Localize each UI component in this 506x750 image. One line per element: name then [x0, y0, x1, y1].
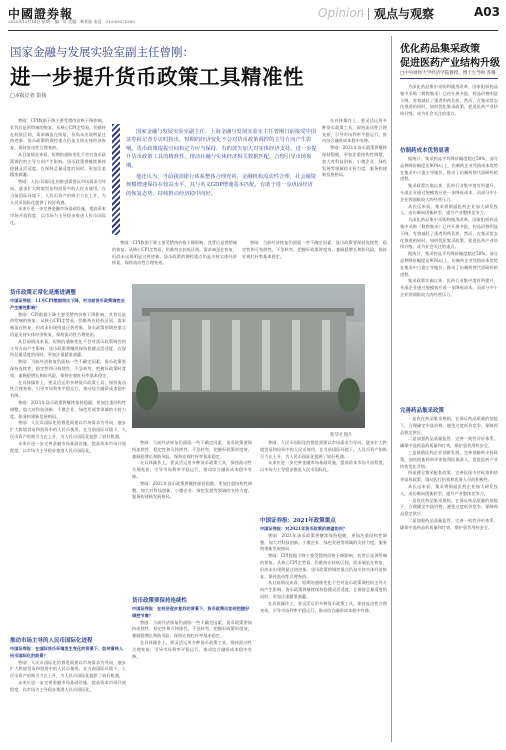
side-heading: 完善药品集采政策: [400, 408, 445, 414]
column-body: [10, 312, 126, 630]
paragraph: 为深化药品集中采购和使用改革，国家组织药品集中采购（简称集采）已经开展多批，药品价格明显下降，有效减轻了患者用药负担。然而，在集采常态化推进的同时，如何优化集采政策，促进医药产业结构升级，成为社会关注的重点。: [400, 217, 498, 250]
issue-meta: 2020年12月14日 星期一 编：叶 美编：韩景丽 电话：010-63070309: [8, 19, 135, 24]
side-title-line-1: 优化药品集采政策: [400, 44, 480, 55]
lead-box: [112, 124, 317, 235]
paragraph: 曾刚：2021年货币政策将继续保持稳健，更加注重结构性调整，加大对科技创新、小微企业、绿色发展等领域的支持力度，服务构建新发展格局。: [10, 399, 126, 419]
paragraph: 曾刚：CPI数据下降主要受猪肉价格下降影响，其背后是供给端的恢复。从核心CPI走势看，仍维持在较低区间，需求端虽在恢复，但尚未出现明显过热迹象。货币政策的调控重点仍是支持实体经济恢复，保持流动性合理充裕。: [10, 311, 126, 337]
side-heading: 仿制药成本优势显著: [400, 148, 450, 154]
lead-paragraph: 国家金融与发展实验室副主任、上海金融与发展实验室主任曾刚日前接受中国证券报记者专访时指出，短期的经济变化不会对货币政策调控的主导方向产生影响。货币政策提振空间和定力应当保持，有的放矢加大对实体经济支持，进一步提升货币政策工具的精准性，推动社融与实体经济相关数据匹配，合理引导市场预期。: [126, 129, 317, 169]
section-heading: 推动市场主导的人民币国际化进程: [10, 638, 93, 644]
paragraph: 在具体操作上，要灵活运用多种货币政策工具，保持流动性合理充裕，引导市场利率平稳运行，推动综合融资成本稳中有降。: [260, 600, 387, 613]
photo-column: [172, 320, 180, 390]
section-title: 观点与观察: [374, 7, 435, 21]
paragraph: 曾刚：2021年货币政策将继续保持稳健，更加注重结构性调整，加大对科技创新、小微企业、绿色发展等领域的支持力度，服务构建新发展格局。: [322, 145, 387, 178]
column-2-top: [112, 240, 237, 282]
paragraph: 为深化药品集中采购和使用改革，国家组织药品集中采购（简称集采）已经开展多批，药品价格明显下降，有效减轻了患者用药负担。然而，在集采常态化推进的同时，如何优化集采政策，促进医药产业结构升级，成为社会关注的重点。: [400, 84, 498, 117]
paragraph: 曾刚：2021年货币政策将继续保持稳健，更加注重结构性调整，加大对科技创新、小微企业、绿色发展等领域的支持力度，服务构建新发展格局。: [260, 532, 387, 552]
column-body: [132, 440, 252, 590]
paragraph: 曾刚：CPI数据下降主要受猪肉价格下降影响，其背后是供给端的恢复。从核心CPI走势看，仍维持在较低区间，需求端虽在恢复，但尚未出现明显过热迹象。货币政策的调控重点仍是支持实体经济恢复，保持流动性合理充裕。: [10, 118, 106, 151]
paragraph: 从长远来看，集采将倒逼医药企业加大研发投入，由仿制向创新转型，提升产业整体竞争力。: [400, 483, 498, 496]
paragraph: 未来应进一步完善金融市场基础设施，提高资本市场开放程度，以市场为主导稳步推进人民币国际化。: [10, 206, 106, 225]
photo-column: [202, 320, 210, 390]
paragraph: 四是健全集采配套政策，完善医保支付标准和结余留用政策，调动医疗机构和医务人员的积极性。: [400, 470, 498, 483]
column-body: [112, 240, 237, 282]
side-title-rule: [400, 78, 498, 79]
masthead-rule: [8, 30, 498, 31]
column-2-end: [132, 606, 252, 742]
paragraph: 曾刚：当前经济恢复仍面临一些不确定因素，货币政策要保持连续性、稳定性和可持续性，不急转弯，把握好政策时度效，兼顾稳增长和防风险，保持宏观杠杆率基本稳定。: [242, 240, 387, 259]
column-3-top: [242, 240, 387, 282]
masthead-separator: [368, 8, 369, 20]
column-body: [260, 533, 387, 735]
photo-caption: 新华社图片: [330, 433, 353, 438]
opinion-label: Opinion: [318, 6, 365, 20]
paragraph: 曾刚：CPI数据下降主要受猪肉价格下降影响，其背后是供给端的恢复。从核心CPI走势看，仍维持在较低区间，需求端虽在恢复，但尚未出现明显过热迹象。货币政策的调控重点仍是支持实体经济恢复，保持流动性合理充裕。: [112, 240, 237, 266]
paragraph: 曾刚：2021年货币政策将继续保持稳健，更加注重结构性调整，加大对科技创新、小微企业、绿色发展等领域的支持力度，服务构建新发展格局。: [132, 480, 252, 500]
photo-column: [292, 320, 300, 390]
paragraph: 未来应进一步完善金融市场基础设施，提高资本市场开放程度，以市场为主导稳步推进人民币国际化。: [260, 460, 387, 473]
column-2-bottom: [132, 440, 252, 590]
column-body: [132, 620, 252, 742]
paragraph: 未来应进一步完善金融市场基础设施，提高资本市场开放程度，以市场为主导稳步推进人民币国际化。: [10, 440, 126, 453]
interview-question: 中国证券报：11月CPI数据同比下降，对当前货币政策调控会产生哪些影响？: [10, 298, 125, 310]
column-1-bottom: [10, 298, 126, 628]
paragraph: 三是鼓励医药企业创新发展，完善创新药支持政策，加快创新药审评审批和医保准入，促进医药产业结构优化升级。: [400, 449, 498, 469]
section-heading: 货币政策要保持连续性: [132, 598, 188, 604]
photo-ground: [132, 392, 365, 428]
section-heading: 货币政策正常化是渐进调整: [10, 290, 77, 296]
lead-stripe: [112, 124, 120, 235]
paragraph: 曾刚：当前经济恢复仍面临一些不确定因素，货币政策要保持连续性、稳定性和可持续性，不急转弯，把握好政策时度效，兼顾稳增长和防风险，保持宏观杠杆率基本稳定。: [10, 359, 126, 378]
paragraph: 集采政策实施以来，医药行业集中度有所提升，头部企业通过规模效应进一步降低成本，而部分中小企业则面临较大的经营压力。: [400, 183, 498, 202]
column-body: [10, 118, 106, 283]
side-section-2: [400, 416, 498, 742]
photo-tree: [136, 376, 158, 410]
photo-column: [262, 320, 270, 390]
side-author: □中央财经大学经济学院教授、博士生导师 苏珊: [400, 71, 496, 76]
paragraph: 从目前情况来看，短期的通胀变化不会对货币政策调控的主导方向产生影响。货币政策将继续保持稳健灵活适度，在保持总量适度的同时，更加注重精准滴灌。: [10, 151, 106, 178]
paragraph: 集采政策实施以来，医药行业集中度有所提升，头部企业通过规模效应进一步降低成本，而部分中小企业则面临较大的经营压力。: [400, 278, 498, 297]
interview-question: 中国证券报：对2021年货币政策的展望如何？: [260, 526, 348, 531]
paragraph: 未来应进一步完善金融市场基础设施，提高资本市场开放程度，以市场为主导稳步推进人民币国际化。: [10, 679, 126, 692]
paragraph: 曾刚：人民币国际化的推进需要以市场需求为导向，逐步扩大跨境贸易和投资中的人民币使用。在当前国际环境下，人民币资产的吸引力在上升，为人民币国际化提供了较好机遇。: [10, 659, 126, 679]
paragraph: 曾刚：CPI数据下降主要受猪肉价格下降影响，其背后是供给端的恢复。从核心CPI走势看，仍维持在较低区间，需求端虽在恢复，但尚未出现明显过热迹象。货币政策的调控重点仍是支持实体经济恢复，保持流动性合理充裕。: [260, 553, 387, 579]
paragraph: 一是优化药品集采规则，在保证药品质量的前提下，合理确定中选价格，避免过度低价竞争，保障药品稳定供应。: [400, 497, 498, 517]
column-divider: [391, 36, 392, 742]
paragraph: 从长远来看，集采将倒逼医药企业加大研发投入，由仿制向创新转型，提升产业整体竞争力。: [400, 203, 498, 216]
side-title-line-2: 促进医药产业结构升级: [400, 58, 500, 69]
column-3-bottom: [260, 526, 387, 742]
column-3-mid: [260, 440, 387, 510]
article-byline: □本报记者 彭扬: [10, 93, 47, 99]
side-section-1: [400, 156, 498, 402]
article-kicker: 国家金融与发展实验室副主任曾刚：: [10, 45, 194, 59]
lead-paragraph: 他还认为，当前我国银行体系整体合理充裕，金融机构流动性合理，社会融资规模增速保持在较高水平，其与名义GDP增速基本匹配，有助于进一步巩固经济的恢复态势，持续推动经济稳中向好。: [126, 174, 317, 197]
column-1-top: [10, 118, 106, 283]
paragraph: 在具体操作上，要灵活运用多种货币政策工具，保持流动性合理充裕，引导市场利率平稳运行，推动综合融资成本稳中有降。: [322, 118, 387, 144]
photo-tree: [338, 378, 360, 412]
interview-question: 中国证券报：在国际货币环境发生变化的背景下，如何看待人民币国际化的前景？: [10, 646, 124, 658]
newspaper-logo: 中國證券報: [8, 7, 74, 21]
paragraph: 在具体操作上，要灵活运用多种货币政策工具，保持流动性合理充裕，引导市场利率平稳运行，推动综合融资成本稳中有降。: [132, 639, 252, 659]
paragraph: 从目前情况来看，短期的通胀变化不会对货币政策调控的主导方向产生影响。货币政策将继续保持稳健灵活适度，在保持总量适度的同时，更加注重精准滴灌。: [10, 338, 126, 358]
paragraph: 据统计，集采药品平均降价幅度超过50%，部分品种降价幅度达90%以上。仿制药企业凭借成本优势在集采中占据主导地位，推动了仿制药替代原研药的进程。: [400, 251, 498, 277]
paragraph: 曾刚：人民币国际化的推进需要以市场需求为导向，逐步扩大跨境贸易和投资中的人民币使用。在当前国际环境下，人民币资产的吸引力在上升，为人民币国际化提供了较好机遇。: [260, 440, 387, 459]
column-body: [260, 440, 387, 510]
lead-text: [126, 128, 317, 234]
side-body: [400, 84, 498, 142]
paragraph: 二是加强药品质量监管，完善一致性评价体系，确保中选药品的质量和疗效，维护患者用药安全。: [400, 517, 498, 530]
paragraph: 曾刚：人民币国际化的推进需要以市场需求为导向，逐步扩大跨境贸易和投资中的人民币使用。在当前国际环境下，人民币资产的吸引力在上升，为人民币国际化提供了较好机遇。: [10, 179, 106, 205]
news-photo: [132, 284, 365, 428]
column-body: [242, 240, 387, 282]
interview-question: 中国证券报：在经济逐步复苏的背景下，货币政策应如何把握好调控节奏？: [132, 606, 250, 618]
paragraph: 据统计，集采药品平均降价幅度超过50%，部分品种降价幅度达90%以上。仿制药企业凭借成本优势在集采中占据主导地位，推动了仿制药替代原研药的进程。: [400, 156, 498, 182]
paragraph: 一是优化药品集采规则，在保证药品质量的前提下，合理确定中选价格，避免过度低价竞争，保障药品稳定供应。: [400, 416, 498, 435]
page-number: A03: [474, 5, 500, 19]
photo-column: [322, 320, 330, 390]
side-body: [400, 416, 498, 742]
photo-column: [232, 320, 240, 390]
column-body: [322, 118, 387, 236]
paragraph: 二是加强药品质量监管，完善一致性评价体系，确保中选药品的质量和疗效，维护患者用药安全。: [400, 436, 498, 449]
paragraph: 曾刚：人民币国际化的推进需要以市场需求为导向，逐步扩大跨境贸易和投资中的人民币使用。在当前国际环境下，人民币资产的吸引力在上升，为人民币国际化提供了较好机遇。: [10, 420, 126, 439]
article-headline: 进一步提升货币政策工具精准性: [10, 65, 304, 89]
paragraph: 在具体操作上，要灵活运用多种货币政策工具，保持流动性合理充裕，引导市场利率平稳运行，推动综合融资成本稳中有降。: [10, 379, 126, 399]
column-1-end: [10, 646, 126, 742]
side-intro: [400, 84, 498, 142]
paragraph: 在具体操作上，要灵活运用多种货币政策工具，保持流动性合理充裕，引导市场利率平稳运行，推动综合融资成本稳中有降。: [132, 460, 252, 479]
side-body: [400, 156, 498, 402]
paragraph: 曾刚：当前经济恢复仍面临一些不确定因素，货币政策要保持连续性、稳定性和可持续性，不急转弯，把握好政策时度效，兼顾稳增长和防风险，保持宏观杠杆率基本稳定。: [132, 619, 252, 639]
column-3-upper: [322, 118, 387, 236]
column-body: [10, 660, 126, 742]
section-heading: 中国证券报：2021年政策重点: [260, 518, 336, 524]
paragraph: 曾刚：当前经济恢复仍面临一些不确定因素，货币政策要保持连续性、稳定性和可持续性，不急转弯，把握好政策时度效，兼顾稳增长和防风险，保持宏观杠杆率基本稳定。: [132, 440, 252, 459]
paragraph: 从目前情况来看，短期的通胀变化不会对货币政策调控的主导方向产生影响。货币政策将继续保持稳健灵活适度，在保持总量适度的同时，更加注重精准滴灌。: [260, 580, 387, 599]
